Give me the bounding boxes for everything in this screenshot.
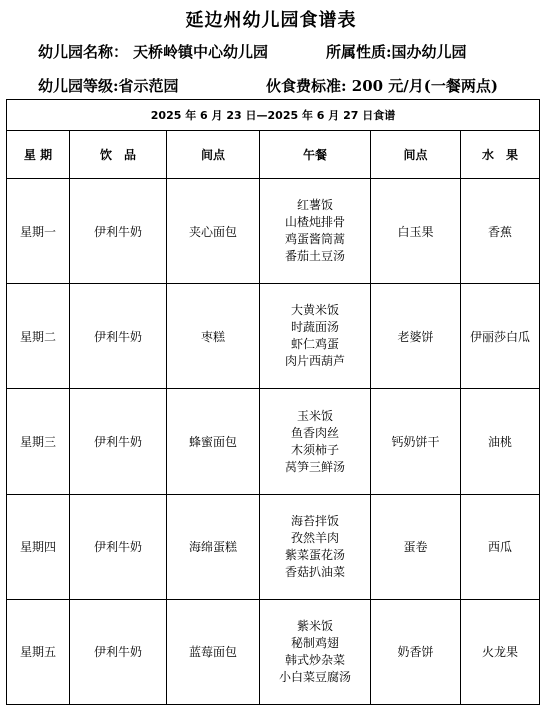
lunch-item: 红薯饭 <box>296 198 333 213</box>
fruit-cell: 火龙果 <box>461 599 540 704</box>
lunch-item: 肉片西葫芦 <box>284 354 345 369</box>
fruit-cell: 伊丽莎白瓜 <box>461 284 540 389</box>
drink-cell: 伊利牛奶 <box>70 284 167 389</box>
snack-afternoon-cell: 蛋卷 <box>371 494 461 599</box>
snack-afternoon-cell: 钙奶饼干 <box>371 389 461 494</box>
date-range: 2025 年 6 月 23 日—2025 年 6 月 27 日食谱 <box>7 100 540 131</box>
fruit-cell: 油桃 <box>461 389 540 494</box>
lunch-cell <box>260 179 371 284</box>
lunch-item: 莴笋三鲜汤 <box>284 459 345 474</box>
column-header-day: 星 期 <box>7 131 70 179</box>
snack-morning-cell: 枣糕 <box>167 284 260 389</box>
snack-morning-cell: 夹心面包 <box>167 179 260 284</box>
column-header-fruit: 水 果 <box>461 131 540 179</box>
column-header-drink: 饮 品 <box>70 131 167 179</box>
table-row-monday <box>7 179 540 284</box>
page-title: 延边州幼儿园食谱表 <box>185 10 357 31</box>
day-cell: 星期二 <box>7 284 70 389</box>
kindergarten-level: 幼儿园等级:省示范园 <box>38 77 179 95</box>
snack-morning-cell: 蜂蜜面包 <box>167 389 260 494</box>
lunch-item: 番茄土豆汤 <box>284 249 345 264</box>
lunch-cell <box>260 284 371 389</box>
table-row-thursday <box>7 494 540 599</box>
fruit-cell: 香蕉 <box>461 179 540 284</box>
lunch-item: 韩式炒杂菜 <box>284 652 345 667</box>
kindergarten-nature: 所属性质:国办幼儿园 <box>326 43 467 61</box>
snack-morning-cell: 海绵蛋糕 <box>167 494 260 599</box>
lunch-cell <box>260 389 371 494</box>
day-cell: 星期五 <box>7 599 70 704</box>
lunch-item: 鱼香肉丝 <box>290 425 339 440</box>
lunch-item: 紫菜蛋花汤 <box>284 547 345 562</box>
snack-afternoon-cell: 奶香饼 <box>371 599 461 704</box>
column-header-snack-afternoon: 间点 <box>371 131 461 179</box>
lunch-item: 海苔拌饭 <box>290 513 339 528</box>
kindergarten-name-value: 天桥岭镇中心幼儿园 <box>133 43 269 61</box>
table-header <box>7 131 540 179</box>
table-row-wednesday <box>7 389 540 494</box>
lunch-item: 香菇扒油菜 <box>284 564 345 579</box>
lunch-item: 秘制鸡翅 <box>290 635 339 650</box>
menu-table <box>6 99 540 705</box>
drink-cell: 伊利牛奶 <box>70 179 167 284</box>
lunch-cell <box>260 494 371 599</box>
meal-fee-standard: 伙食费标准: 200 元/月(一餐两点) <box>266 77 498 95</box>
drink-cell: 伊利牛奶 <box>70 599 167 704</box>
lunch-item: 紫米饭 <box>296 618 333 633</box>
drink-cell: 伊利牛奶 <box>70 494 167 599</box>
snack-afternoon-cell: 白玉果 <box>371 179 461 284</box>
lunch-item: 虾仁鸡蛋 <box>290 337 339 352</box>
lunch-cell <box>260 599 371 704</box>
lunch-item: 鸡蛋酱筒蒿 <box>284 232 345 247</box>
lunch-item: 孜然羊肉 <box>290 530 339 545</box>
snack-morning-cell: 蓝莓面包 <box>167 599 260 704</box>
snack-afternoon-cell: 老婆饼 <box>371 284 461 389</box>
fruit-cell: 西瓜 <box>461 494 540 599</box>
kindergarten-name-label: 幼儿园名称： <box>38 43 129 61</box>
lunch-item: 山楂炖排骨 <box>284 215 345 230</box>
column-header-lunch: 午餐 <box>260 131 371 179</box>
day-cell: 星期三 <box>7 389 70 494</box>
day-cell: 星期四 <box>7 494 70 599</box>
day-cell: 星期一 <box>7 179 70 284</box>
table-row-tuesday <box>7 284 540 389</box>
lunch-item: 小白菜豆腐汤 <box>278 669 351 684</box>
column-header-snack-morning: 间点 <box>167 131 260 179</box>
lunch-item: 玉米饭 <box>296 408 333 423</box>
lunch-item: 木须柿子 <box>290 442 339 457</box>
drink-cell: 伊利牛奶 <box>70 389 167 494</box>
table-row-friday <box>7 599 540 704</box>
lunch-item: 大黄米饭 <box>290 303 339 318</box>
lunch-item: 时蔬面汤 <box>290 320 339 335</box>
